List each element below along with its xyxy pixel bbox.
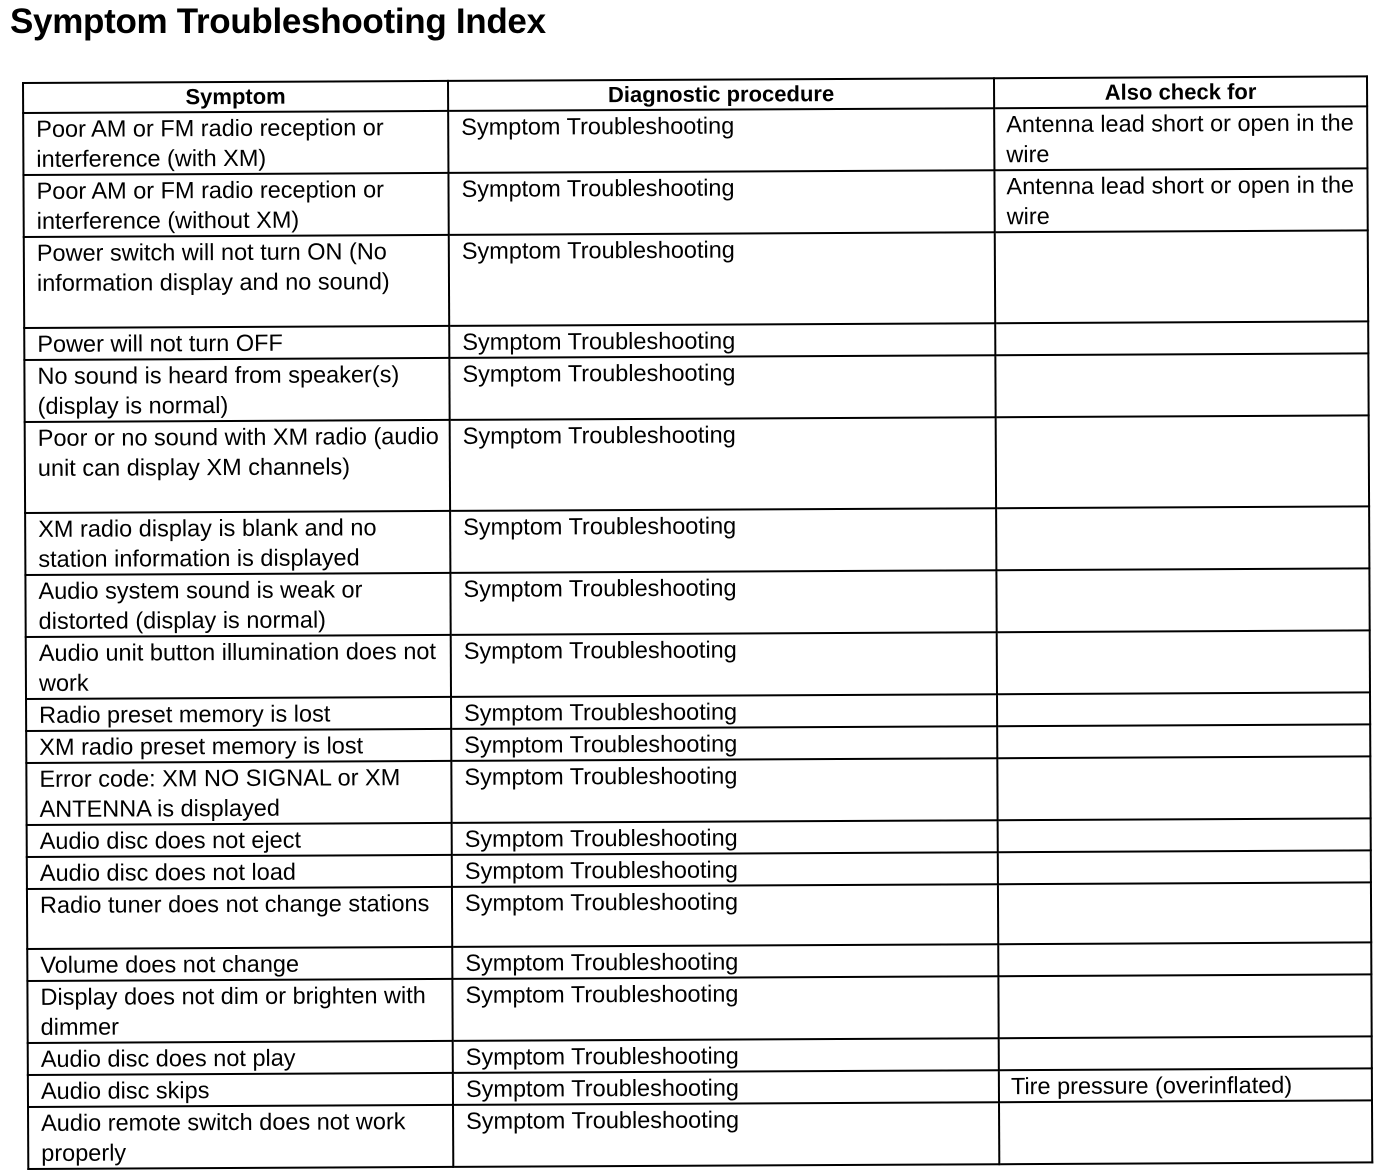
column-header-diagnostic-procedure: Diagnostic procedure: [448, 78, 994, 111]
diagnostic-procedure-cell: Symptom Troubleshooting: [450, 508, 996, 573]
diagnostic-procedure-cell: Symptom Troubleshooting: [452, 852, 998, 887]
also-check-for-cell: [996, 506, 1369, 570]
symptom-cell: Poor or no sound with XM radio (audio unit can display XM channels): [25, 420, 450, 513]
table-row: [27, 974, 1371, 1043]
symptom-cell: Audio system sound is weak or distorted (display is normal): [25, 573, 450, 637]
symptom-cell: Error code: XM NO SIGNAL or XM ANTENNA is displayed: [26, 761, 451, 825]
table-row: [25, 568, 1369, 637]
also-check-for-cell: [998, 818, 1371, 852]
table-row: [27, 882, 1371, 949]
table-row: [25, 415, 1369, 513]
table-row: [23, 106, 1367, 175]
diagnostic-procedure-cell: Symptom Troubleshooting: [449, 232, 995, 326]
symptom-cell: Audio disc does not eject: [27, 823, 452, 857]
table-body: [23, 106, 1372, 1169]
symptom-cell: Display does not dim or brighten with dimmer: [27, 979, 452, 1043]
column-header-also-check-for: Also check for: [994, 76, 1367, 108]
also-check-for-cell: [996, 568, 1369, 632]
symptom-cell: Volume does not change: [27, 947, 452, 981]
table-row: [26, 756, 1370, 825]
also-check-for-cell: [999, 1036, 1372, 1070]
also-check-for-cell: Antenna lead short or open in the wire: [994, 106, 1367, 170]
symptom-cell: Radio preset memory is lost: [26, 697, 451, 731]
also-check-for-cell: [997, 756, 1370, 820]
table-row: [23, 168, 1367, 237]
symptom-cell: Audio disc does not load: [27, 855, 452, 889]
diagnostic-procedure-cell: Symptom Troubleshooting: [449, 355, 995, 420]
symptom-cell: Audio unit button illumination does not work: [26, 635, 451, 699]
also-check-for-cell: [997, 724, 1370, 758]
diagnostic-procedure-cell: Symptom Troubleshooting: [450, 570, 996, 635]
also-check-for-cell: [999, 1100, 1372, 1164]
also-check-for-cell: Antenna lead short or open in the wire: [994, 168, 1367, 232]
also-check-for-cell: [995, 353, 1368, 417]
also-check-for-cell: [998, 942, 1371, 976]
symptom-cell: XM radio display is blank and no station information is displayed: [25, 511, 450, 575]
diagnostic-procedure-cell: Symptom Troubleshooting: [450, 417, 996, 511]
symptom-cell: Audio remote switch does not work properly: [28, 1105, 453, 1169]
diagnostic-procedure-cell: Symptom Troubleshooting: [452, 944, 998, 979]
diagnostic-procedure-cell: Symptom Troubleshooting: [453, 1102, 999, 1167]
symptom-cell: Audio disc skips: [28, 1073, 453, 1107]
diagnostic-procedure-cell: Symptom Troubleshooting: [451, 694, 997, 729]
table-row: [24, 353, 1368, 422]
symptom-cell: Power will not turn OFF: [24, 326, 449, 360]
diagnostic-procedure-cell: Symptom Troubleshooting: [448, 108, 994, 173]
symptom-cell: Poor AM or FM radio reception or interference (with XM): [23, 111, 448, 175]
diagnostic-procedure-cell: Symptom Troubleshooting: [453, 1070, 999, 1105]
also-check-for-cell: [996, 415, 1369, 508]
symptom-cell: No sound is heard from speaker(s) (display is normal): [24, 358, 449, 422]
table-row: [24, 230, 1368, 328]
table-row: [28, 1100, 1372, 1169]
diagnostic-procedure-cell: Symptom Troubleshooting: [448, 170, 994, 235]
diagnostic-procedure-cell: Symptom Troubleshooting: [451, 632, 997, 697]
symptom-cell: Power switch will not turn ON (No information display and no sound): [24, 235, 449, 328]
page-title: Symptom Troubleshooting Index: [10, 2, 546, 41]
table-row: [25, 506, 1369, 575]
also-check-for-cell: [995, 321, 1368, 355]
also-check-for-cell: [998, 974, 1371, 1038]
also-check-for-cell: [995, 230, 1368, 323]
diagnostic-procedure-cell: Symptom Troubleshooting: [453, 1038, 999, 1073]
diagnostic-procedure-cell: Symptom Troubleshooting: [452, 820, 998, 855]
also-check-for-cell: [998, 882, 1371, 944]
symptom-index-table: [22, 75, 1373, 1170]
diagnostic-procedure-cell: Symptom Troubleshooting: [452, 976, 998, 1041]
also-check-for-cell: [997, 692, 1370, 726]
diagnostic-procedure-cell: Symptom Troubleshooting: [451, 758, 997, 823]
symptom-cell: XM radio preset memory is lost: [26, 729, 451, 763]
also-check-for-cell: [997, 630, 1370, 694]
diagnostic-procedure-cell: Symptom Troubleshooting: [452, 884, 998, 947]
diagnostic-procedure-cell: Symptom Troubleshooting: [449, 323, 995, 358]
table-row: [26, 630, 1370, 699]
symptom-cell: Audio disc does not play: [28, 1041, 453, 1075]
diagnostic-procedure-cell: Symptom Troubleshooting: [451, 726, 997, 761]
column-header-symptom: Symptom: [23, 81, 448, 113]
symptom-cell: Radio tuner does not change stations: [27, 887, 452, 949]
symptom-cell: Poor AM or FM radio reception or interference (without XM): [23, 173, 448, 237]
also-check-for-cell: [998, 850, 1371, 884]
also-check-for-cell: Tire pressure (overinflated): [999, 1068, 1372, 1102]
